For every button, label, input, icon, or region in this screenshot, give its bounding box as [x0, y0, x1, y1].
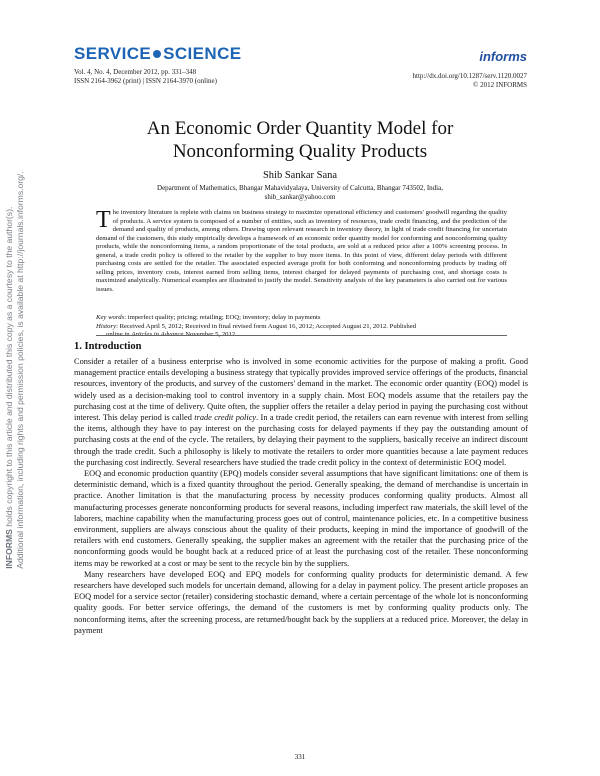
keywords-label: Key words: [96, 314, 125, 321]
history-line-2-post: November 5, 2012.: [183, 331, 237, 338]
journal-logo-dot-icon: [153, 50, 161, 58]
body-text: [74, 356, 528, 636]
doi-block: [413, 72, 527, 90]
copyright-notice: [4, 171, 26, 568]
abstract-dropcap: T: [96, 207, 111, 233]
author-email[interactable]: shib_sankar@yahoo.com: [264, 193, 336, 201]
page-number: 331: [294, 753, 306, 761]
journal-volume: Vol. 4, No. 4, December 2012, pp. 331–348: [74, 68, 197, 76]
author-name: Shib Sankar Sana: [262, 170, 338, 181]
history-text: : Received April 5, 2012; Received in final revised form August 16, 2012; Accepted August 21, 2012. Published: [116, 322, 417, 330]
paragraph-1: [74, 356, 528, 468]
journal-name-part2: SCIENCE: [163, 44, 242, 63]
journal-citation: [74, 68, 217, 86]
history-label: History: [96, 322, 117, 330]
paragraph-1-a: Consider a retailer of a business enterprise who is involved in some economic activities for the purpose of making a profit. Good management practice entails developing a business strategy that typically provides improved service offerings of the products, financial resources, inventory of the products, and survey of the customers' demand in the market. The economic order quantity (EOQ) model is widely used as a decision-making tool to control inventory in a supply chain. Most EOQ models assume that the retailers pay the purchasing cost at the time of delivery. Quite often, the supplier offers the retailer a delay period in paying the purchasing cost without interest. This delay period is called: [74, 357, 528, 423]
journal-name-part1: SERVICE: [74, 44, 152, 63]
history-line-2-pre: online in: [106, 331, 132, 338]
history-line-2-em: Articles in Advance: [131, 331, 184, 338]
journal-logo: [74, 44, 242, 64]
journal-issn: ISSN 2164-3962 (print) | ISSN 2164-3970 (online): [74, 77, 217, 85]
publisher-logo: informs: [479, 49, 527, 64]
paragraph-1-em: trade credit policy: [194, 413, 257, 423]
doi-link[interactable]: http://dx.doi.org/10.1287/serv.1120.0027: [412, 72, 527, 80]
copyright-line-1: [4, 171, 15, 568]
abstract: [96, 209, 507, 294]
paragraph-2: EOQ and economic production quantity (EPQ) models consider several assumptions that have significant limitations: one of them is deterministic demand, which is a fixed quantity throughout the period. Generally speaking, the demand of merchandise is uncertain in practice. Another limitation is that the manufacturing process by necessity produces conforming quality products. Almost all manufacturing processes generate nonconforming products for several reasons, including imperfect raw materials, the skill level of the laborers, machine capability when the manufacturing process goes out of control, maintenance policies, etc. In a competitive business environment, suppliers are always conscious about the quality of their products, keeping in mind the importance of goodwill of the retailers with end customers. Generally speaking, the supplier makes an agreement with the retailer that the purchasing price of the nonconforming goods would be bought back at a reduced price of at least the purchasing cost of the retailer. These nonconforming items may be reworked at a cost or may be sent to the recycle bin by the suppliers.: [74, 469, 528, 568]
paragraph-1-b: . In a trade credit period, the retailers can earn revenue with interest from selling the items, although they have to pay interest on the purchasing costs for delayed payments if they pay the outstanding amount of purchasing costs at the end of the cycle. The retailers, by delaying their payment to the suppliers, basically receive an indirect discount through the trade credit. Such a philosophy is likely to motivate the retailers to order more quantities because a late payment reduces the purchasing cost indirectly. Several researchers have studied the trade credit policy in the context of deterministic EOQ model.: [74, 413, 528, 467]
section-heading: 1. Introduction: [74, 341, 142, 352]
affiliation-text: Department of Mathematics, Bhangar Mahavidyalaya, University of Calcutta, Bhangar 743502, India,: [157, 184, 443, 192]
copyright-line: © 2012 INFORMS: [473, 81, 527, 89]
author-affiliation: [0, 184, 600, 202]
article-title: [0, 117, 600, 163]
title-line-2: Nonconforming Quality Products: [172, 141, 428, 162]
history-line: [96, 323, 507, 332]
copyright-line-1-text: holds copyright to this article and distributed this copy as a courtesy to the author(s).: [4, 206, 14, 530]
copyright-line-2: Additional information, including rights and permission policies, is available at http://journals.informs.org/.: [15, 171, 25, 569]
keywords-line: [96, 314, 507, 323]
keywords-text: : imperfect quality; pricing; retailing; EOQ; inventory; delay in payments: [124, 314, 321, 321]
abstract-divider: [96, 335, 507, 336]
abstract-text: he inventory literature is replete with claims on business strategy to maximize operational efficiency and customers' goodwill regarding the quality of products. A service system is composed of a number of entities, such as inventory of resources, trade credit financing, and the prediction of the demand and quality of products, among others. Drawing upon relevant research in inventory theory, in light of trade credit financing for uncertain demand of the customers, this study empirically develops a framework of an economic order quantity model for conforming and nonconforming quality products, while the nonconforming items, a random proportionate of the total products, are sold at a reduced price after a 100% screening process. In general, a trade credit policy is offered to the retailer by the supplier to buy more items. In this point of view, different delay periods with different purchasing costs are settled for the retailer. The associated expected average profit for both conforming and nonconforming products by trading off selling prices, inventory costs, interest earned from selling items, interest charged for delayed payments of purchasing cost, and shortage costs is maximized analytically. Numerical examples are illustrated to justify the model. Sensitivity analysis of the key parameters is also carried out for various issues.: [96, 209, 507, 293]
title-line-1: An Economic Order Quantity Model for: [146, 118, 454, 139]
paragraph-3: Many researchers have developed EOQ and EPQ models for conforming quality products for deterministic demand. A few researchers have developed such models for uncertain demand, allowing for a delay in payment policy. The present article proposes an EOQ model for a service sector (retailer) considering stochastic demand, where a certain percentage of the whole lot is nonconforming quality goods. For better service offerings, the demand of the customers is met by conforming quality products only. The nonconforming items, after the screening process, are returned/bought back by the suppliers at a reduced price. Moreover, the delay in payment: [74, 569, 528, 635]
copyright-brand: INFORMS: [4, 529, 14, 569]
